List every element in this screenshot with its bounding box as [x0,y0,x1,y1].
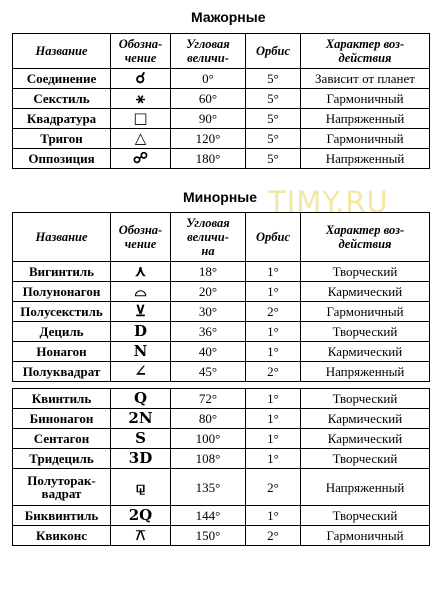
aspect-name: Квиконс [13,526,111,546]
aspect-angle: 90° [171,109,246,129]
aspect-symbol [111,389,171,409]
aspect-angle: 135° [171,469,246,506]
aspect-angle: 0° [171,69,246,89]
aspect-symbol-glyph: △ [134,129,147,147]
aspect-symbol-glyph: □ [133,109,148,127]
aspect-symbol [111,409,171,429]
aspect-name: Квадратура [13,109,111,129]
aspect-character: Зависит от планет [301,69,430,89]
aspect-symbol-glyph: 2Q [128,506,153,524]
aspect-name: Вигинтиль [13,262,111,282]
aspect-character: Творческий [301,262,430,282]
header-name: Название [13,213,111,262]
aspect-orb: 1° [246,506,301,526]
aspect-character: Творческий [301,322,430,342]
aspect-angle: 144° [171,506,246,526]
group-separator [13,382,430,389]
group-separator-cell [13,382,430,389]
aspect-character: Кармический [301,429,430,449]
major-aspects-table [12,33,430,169]
aspect-symbol-glyph: ⋏ [135,262,146,280]
aspect-orb: 5° [246,69,301,89]
aspect-name: Соединение [13,69,111,89]
aspect-orb: 1° [246,429,301,449]
aspect-angle: 20° [171,282,246,302]
aspect-name: Полуквадрат [13,362,111,382]
aspect-character: Творческий [301,449,430,469]
aspect-character: Напряженный [301,149,430,169]
aspect-orb: 5° [246,129,301,149]
aspect-name: Дециль [13,322,111,342]
aspect-symbol [111,89,171,109]
aspect-symbol [111,282,171,302]
minor-row [13,342,430,362]
aspect-name: Полусекстиль [13,302,111,322]
aspect-symbol [111,342,171,362]
minor-row [13,302,430,322]
aspect-angle: 80° [171,409,246,429]
aspect-angle: 60° [171,89,246,109]
aspect-character: Гармоничный [301,302,430,322]
major-row [13,149,430,169]
aspect-orb: 5° [246,149,301,169]
header-character: Характер воз- действия [301,34,430,69]
aspect-orb: 1° [246,282,301,302]
aspect-symbol [111,429,171,449]
aspect-character: Напряженный [301,469,430,506]
header-orb: Орбис [246,213,301,262]
aspect-symbol-glyph: ⚹ [135,89,145,107]
aspect-name: Нонагон [13,342,111,362]
aspect-character: Кармический [301,282,430,302]
minor-row [13,322,430,342]
aspect-name: Квинтиль [13,389,111,409]
minor-header-row [13,213,430,262]
aspect-symbol-glyph: 2N [128,409,153,427]
major-row [13,69,430,89]
header-angle: Угловая величи- на [171,213,246,262]
aspect-character: Творческий [301,506,430,526]
aspect-symbol [111,149,171,169]
minor-row [13,282,430,302]
aspect-angle: 36° [171,322,246,342]
aspect-symbol-glyph: ☌ [135,69,146,87]
aspect-name: Бинонагон [13,409,111,429]
header-symbol: Обозна- чение [111,34,171,69]
aspect-symbol-glyph: ☍ [132,149,149,167]
header-name: Название [13,34,111,69]
aspect-name: Оппозиция [13,149,111,169]
header-character: Характер воз- действия [301,213,430,262]
minor-row [13,262,430,282]
aspect-symbol [111,362,171,382]
aspect-angle: 100° [171,429,246,449]
aspect-character: Гармоничный [301,89,430,109]
aspect-angle: 150° [171,526,246,546]
aspect-symbol [111,322,171,342]
aspect-angle: 18° [171,262,246,282]
header-symbol: Обозна- чение [111,213,171,262]
aspect-name: Биквинтиль [13,506,111,526]
aspect-symbol [111,469,171,506]
minor-row [13,389,430,409]
aspect-angle: 180° [171,149,246,169]
aspect-symbol-glyph: ⚻ [135,526,146,544]
aspect-orb: 1° [246,322,301,342]
minor-row [13,429,430,449]
aspect-symbol [111,262,171,282]
aspect-symbol [111,449,171,469]
aspect-angle: 120° [171,129,246,149]
aspect-symbol-glyph: D [133,322,147,340]
aspect-symbol-glyph: ⚼ [135,477,146,496]
aspect-symbol [111,506,171,526]
header-angle: Угловая величи- [171,34,246,69]
aspect-symbol [111,109,171,129]
aspect-symbol-glyph: N [133,342,148,360]
aspect-character: Гармоничный [301,129,430,149]
aspect-orb: 1° [246,262,301,282]
aspect-name: Секстиль [13,89,111,109]
aspect-name: Полуторак- вадрат [13,469,111,506]
aspect-symbol [111,129,171,149]
aspect-name: Тридециль [13,449,111,469]
aspect-angle: 30° [171,302,246,322]
aspect-character: Напряженный [301,109,430,129]
aspect-orb: 5° [246,89,301,109]
aspect-angle: 108° [171,449,246,469]
aspect-symbol-glyph: 3D [128,449,153,467]
aspect-angle: 72° [171,389,246,409]
header-orb: Орбис [246,34,301,69]
aspect-symbol [111,526,171,546]
aspect-orb: 1° [246,389,301,409]
aspect-orb: 2° [246,362,301,382]
aspect-character: Кармический [301,342,430,362]
aspect-symbol-glyph: ⌓ [134,282,147,300]
minor-row [13,362,430,382]
aspect-symbol [111,302,171,322]
minor-aspects-table [12,212,430,546]
aspect-angle: 45° [171,362,246,382]
minor-row [13,526,430,546]
aspect-orb: 2° [246,526,301,546]
aspect-character: Гармоничный [301,526,430,546]
aspect-angle: 40° [171,342,246,362]
aspect-orb: 5° [246,109,301,129]
major-header-row [13,34,430,69]
aspect-name: Тригон [13,129,111,149]
major-row [13,129,430,149]
major-row [13,109,430,129]
aspect-orb: 2° [246,469,301,506]
major-row [13,89,430,109]
aspect-symbol-glyph: ⊻ [135,302,146,320]
minor-aspects-title: Минорные [183,189,258,205]
major-aspects-title: Мажорные [191,9,266,25]
aspect-character: Кармический [301,409,430,429]
aspect-name: Полунонагон [13,282,111,302]
aspect-orb: 1° [246,449,301,469]
minor-row [13,409,430,429]
aspect-orb: 1° [246,342,301,362]
aspect-character: Творческий [301,389,430,409]
minor-row [13,506,430,526]
aspect-character: Напряженный [301,362,430,382]
minor-row [13,449,430,469]
aspect-orb: 1° [246,409,301,429]
minor-row [13,469,430,506]
aspect-symbol-glyph: S [135,429,146,447]
aspect-name: Сентагон [13,429,111,449]
aspect-symbol-glyph: ∠ [134,362,147,380]
watermark: TIMY.RU [268,185,389,219]
aspect-orb: 2° [246,302,301,322]
aspect-symbol-glyph: Q [133,389,148,407]
aspect-symbol [111,69,171,89]
